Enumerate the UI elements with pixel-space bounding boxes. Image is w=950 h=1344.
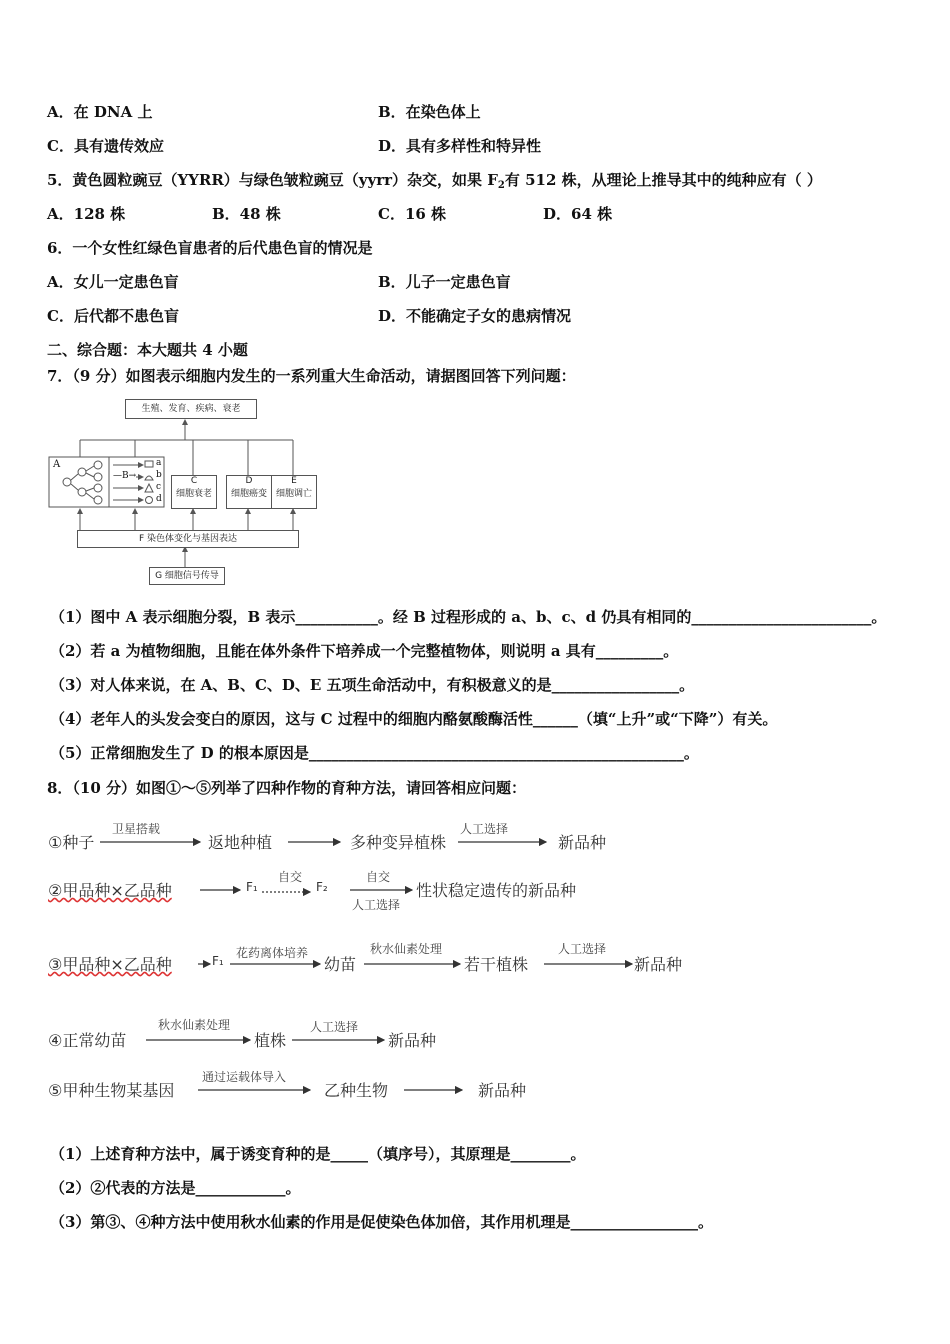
flow-4-label-2: 人工选择 (310, 1020, 359, 1034)
diagram-cell-d: d (156, 494, 162, 504)
flow-5-end: 新品种 (478, 1081, 527, 1100)
breeding-flow-3 (48, 940, 708, 986)
flow-3-end: 新品种 (634, 955, 683, 974)
q7-sub5: （5）正常细胞发生了 D 的根本原因是__________________________________________________。 (50, 744, 699, 762)
flow-1-start: ①种子 (48, 833, 95, 852)
box-c-text: 细胞衰老 (175, 489, 212, 499)
q8-sub2: （2）②代表的方法是____________。 (50, 1179, 301, 1197)
q7-sub3: （3）对人体来说，在 A、B、C、D、E 五项生命活动中，有积极意义的是_________________。 (50, 676, 695, 694)
flow-3-label-4: 人工选择 (558, 942, 607, 956)
q8-sub3: （3）第③、④种方法中使用秋水仙素的作用是促使染色体加倍，其作用机理是_________________。 (50, 1213, 713, 1231)
q6-option-d: D．不能确定子女的患病情况 (378, 307, 572, 325)
q5-option-d: D．64 株 (543, 205, 613, 223)
q6-option-a: A．女儿一定患色盲 (47, 273, 179, 291)
q8-stem: 8．（10 分）如图①～⑤列举了四种作物的育种方法，请回答相应问题： (47, 779, 527, 797)
flow-4-arrows (48, 1016, 708, 1062)
flow-1-end: 新品种 (558, 833, 607, 852)
q4-option-b: B．在染色体上 (378, 103, 481, 121)
flow-4-end: 新品种 (388, 1031, 437, 1050)
q6-stem: 6．一个女性红绿色盲患者的后代患色盲的情况是 (47, 239, 373, 257)
flow-1-node-1: 返地种植 (208, 833, 273, 852)
diagram-cell-a: a (156, 458, 162, 468)
breeding-flow-2 (48, 866, 708, 912)
flow-5-label-1: 通过运载体导入 (202, 1070, 287, 1084)
flow-2-label-3b: 人工选择 (352, 898, 401, 912)
flow-1-node-2: 多种变异植株 (350, 833, 447, 852)
section-heading: 二、综合题：本大题共 4 小题 (47, 341, 248, 359)
q4-option-c: C．具有遗传效应 (47, 137, 164, 155)
q5-stem-sub: 2 (497, 180, 505, 191)
flow-2-label-2: 自交 (278, 870, 303, 884)
q7-sub1: （1）图中 A 表示细胞分裂，B 表示___________。经 B 过程形成的 a、b、c、d 仍具有相同的________________________。 (50, 608, 887, 626)
flow-3-node-3: 若干植株 (464, 955, 529, 974)
flow-3-node-2: 幼苗 (324, 955, 357, 974)
q8-sub1: （1）上述育种方法中，属于诱变育种的是_____（填序号），其原理是________。 (50, 1145, 586, 1163)
box-d-text: 细胞癌变 (230, 489, 267, 499)
cell-activity-diagram (45, 395, 320, 590)
breeding-flow-1 (48, 818, 708, 864)
q6-option-c: C．后代都不患色盲 (47, 307, 179, 325)
q7-sub4: （4）老年人的头发会变白的原因，这与 C 过程中的细胞内酪氨酸酶活性______（填“上升”或“下降”）有关。 (50, 710, 778, 728)
box-c-letter: C (190, 476, 198, 486)
diagram-box-e (271, 475, 317, 509)
flow-2-f2: F₂ (316, 880, 328, 894)
breeding-flow-5 (48, 1066, 708, 1112)
flow-3-label-3: 秋水仙素处理 (370, 942, 443, 956)
diagram-label-a: A (53, 459, 61, 470)
diagram-label-b: —B→ (113, 471, 137, 481)
flow-2-end: 性状稳定遗传的新品种 (416, 881, 577, 900)
diagram-top-box: 生殖、发育、疾病、衰老 (125, 399, 257, 419)
breeding-flow-4 (48, 1016, 708, 1062)
diagram-box-d (226, 475, 272, 509)
diagram-cell-c: c (156, 482, 162, 492)
flow-2-label-3a: 自交 (366, 870, 391, 884)
q4-option-d: D．具有多样性和特异性 (378, 137, 542, 155)
q5-option-b: B．48 株 (212, 205, 281, 223)
box-e-text: 细胞调亡 (275, 489, 312, 499)
diagram-box-g: G 细胞信号传导 (149, 567, 225, 585)
q5-option-a: A．128 株 (47, 205, 126, 223)
q4-option-a: A．在 DNA 上 (47, 103, 153, 121)
box-d-letter: D (245, 476, 253, 486)
flow-5-start: ⑤甲种生物某基因 (48, 1081, 175, 1100)
q5-stem (47, 170, 822, 196)
flow-1-label-3: 人工选择 (460, 822, 509, 836)
q7-sub2: （2）若 a 为植物细胞，且能在体外条件下培养成一个完整植物体，则说明 a 具有_________。 (50, 642, 679, 660)
flow-2-start-text: ②甲品种×乙品种 (48, 881, 172, 900)
flow-3-f1: F₁ (212, 954, 224, 968)
flow-4-node-1: 植株 (254, 1031, 287, 1050)
flow-5-node-1: 乙种生物 (324, 1081, 389, 1100)
q7-stem: 7．（9 分）如图表示细胞内发生的一系列重大生命活动，请据图回答下列问题： (47, 367, 576, 385)
q5-stem-pre: 5．黄色圆粒豌豆（YYRR）与绿色皱粒豌豆（yyrr）杂交，如果 F (47, 171, 498, 189)
diagram-cell-b: b (156, 470, 162, 480)
flow-4-label-1: 秋水仙素处理 (158, 1018, 231, 1032)
q5-option-c: C．16 株 (378, 205, 447, 223)
q6-option-b: B．儿子一定患色盲 (378, 273, 511, 291)
flow-3-label-2: 花药离体培养 (236, 946, 309, 960)
diagram-box-f: F 染色体变化与基因表达 (77, 530, 299, 548)
box-e-letter: E (291, 476, 297, 486)
flow-2-f1: F₁ (246, 880, 258, 894)
diagram-box-c (171, 475, 217, 509)
flow-4-start: ④正常幼苗 (48, 1031, 127, 1050)
q5-stem-post: 有 512 株，从理论上推导其中的纯种应有（ ） (504, 171, 822, 189)
flow-1-label-1: 卫星搭载 (112, 822, 161, 836)
flow-3-start-text: ③甲品种×乙品种 (48, 955, 172, 974)
